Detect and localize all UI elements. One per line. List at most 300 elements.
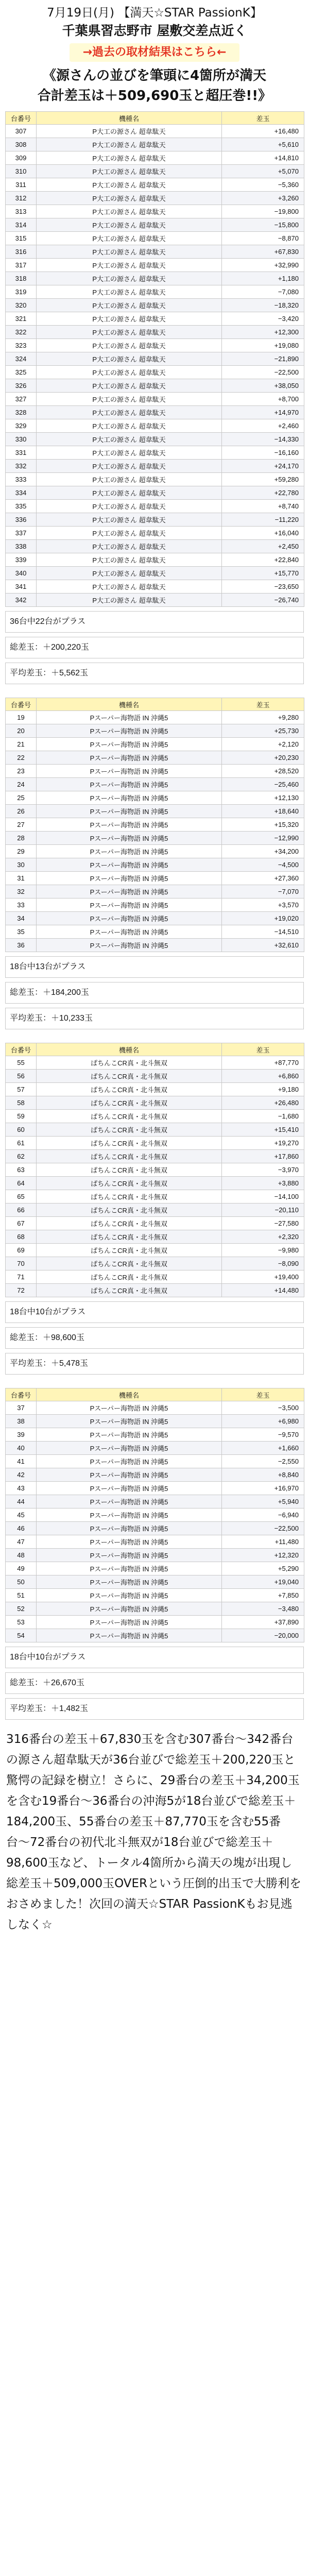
table-row	[6, 1177, 304, 1190]
machine-number: 72	[6, 1284, 37, 1297]
table-row	[6, 899, 304, 912]
machine-name: P大工の源さん 超韋駄天	[37, 580, 222, 594]
ball-difference: +24,170	[222, 460, 304, 473]
ball-difference: +16,970	[222, 1482, 304, 1495]
machine-number: 337	[6, 527, 37, 540]
machine-name: P大工の源さん 超韋駄天	[37, 393, 222, 406]
headline: 《源さんの並びを筆頭に4箇所が満天 合計差玉は＋509,690玉と超圧巻!!》	[37, 68, 272, 104]
plus-count: 18台中10台がプラス	[5, 1647, 304, 1668]
machine-number: 48	[6, 1549, 37, 1562]
ball-difference: +16,040	[222, 527, 304, 540]
machine-name: Pスーパー海物語 IN 沖縄5	[37, 791, 222, 805]
machine-name: P大工の源さん 超韋駄天	[37, 500, 222, 513]
machine-number: 33	[6, 899, 37, 912]
machine-name: Pスーパー海物語 IN 沖縄5	[37, 1616, 222, 1629]
average-difference: 平均差玉：＋1,482玉	[5, 1698, 304, 1720]
machine-name: P大工の源さん 超韋駄天	[37, 540, 222, 553]
machine-number: 47	[6, 1535, 37, 1549]
machine-number: 20	[6, 724, 37, 738]
table-row	[6, 1629, 304, 1642]
machine-number: 325	[6, 366, 37, 379]
table-row	[6, 1562, 304, 1575]
ball-difference: −11,220	[222, 513, 304, 527]
past-results-link[interactable]: →過去の取材結果はこちら←	[70, 43, 240, 62]
column-header-diff: 差玉	[222, 112, 304, 125]
machine-number: 327	[6, 393, 37, 406]
ball-difference: −22,500	[222, 1522, 304, 1535]
ball-difference: +25,730	[222, 724, 304, 738]
machine-number: 29	[6, 845, 37, 858]
ball-difference: +2,320	[222, 1230, 304, 1244]
machine-name: P大工の源さん 超韋駄天	[37, 419, 222, 433]
machine-number: 333	[6, 473, 37, 486]
ball-difference: −3,480	[222, 1602, 304, 1616]
machine-name: Pスーパー海物語 IN 沖縄5	[37, 1522, 222, 1535]
table-row	[6, 218, 304, 232]
machine-number: 311	[6, 178, 37, 192]
table-row	[6, 285, 304, 299]
machine-name: Pスーパー海物語 IN 沖縄5	[37, 1562, 222, 1575]
ball-difference: −16,160	[222, 446, 304, 460]
average-difference: 平均差玉：＋5,478玉	[5, 1353, 304, 1375]
machine-name: P大工の源さん 超韋駄天	[37, 218, 222, 232]
ball-difference: −1,680	[222, 1110, 304, 1123]
table-row	[6, 791, 304, 805]
ball-difference: +6,860	[222, 1070, 304, 1083]
ball-difference: +3,260	[222, 192, 304, 205]
machine-number: 338	[6, 540, 37, 553]
table-row	[6, 352, 304, 366]
table-header-row	[6, 698, 304, 711]
ball-difference: −8,090	[222, 1257, 304, 1270]
ball-difference: +3,880	[222, 1177, 304, 1190]
table-row	[6, 885, 304, 899]
machine-number: 30	[6, 858, 37, 872]
ball-difference: −23,650	[222, 580, 304, 594]
machine-number: 314	[6, 218, 37, 232]
ball-difference: +19,080	[222, 339, 304, 352]
table-row	[6, 1096, 304, 1110]
ball-difference: −14,330	[222, 433, 304, 446]
machine-number: 331	[6, 446, 37, 460]
table-row	[6, 272, 304, 285]
table-row	[6, 1244, 304, 1257]
machine-name: P大工の源さん 超韋駄天	[37, 473, 222, 486]
ball-difference: +18,640	[222, 805, 304, 818]
column-header-diff: 差玉	[222, 1388, 304, 1401]
machine-name: ぱちんこCR真・北斗無双	[37, 1056, 222, 1070]
ball-difference: −7,080	[222, 285, 304, 299]
machine-number: 319	[6, 285, 37, 299]
ball-difference: −27,580	[222, 1217, 304, 1230]
table-row	[6, 553, 304, 567]
machine-name: Pスーパー海物語 IN 沖縄5	[37, 925, 222, 939]
ball-difference: +19,020	[222, 912, 304, 925]
machine-number: 316	[6, 245, 37, 259]
ball-difference: +17,860	[222, 1150, 304, 1163]
ball-difference: +5,070	[222, 165, 304, 178]
machine-name: Pスーパー海物語 IN 沖縄5	[37, 899, 222, 912]
machine-number: 58	[6, 1096, 37, 1110]
table-row	[6, 1070, 304, 1083]
machine-number: 307	[6, 125, 37, 138]
machine-name: Pスーパー海物語 IN 沖縄5	[37, 885, 222, 899]
past-results-link-wrap	[5, 43, 304, 62]
machine-number: 330	[6, 433, 37, 446]
table-header-row	[6, 112, 304, 125]
ball-difference: −18,320	[222, 299, 304, 312]
machine-name: ぱちんこCR真・北斗無双	[37, 1150, 222, 1163]
machine-name: ぱちんこCR真・北斗無双	[37, 1230, 222, 1244]
table-row	[6, 1110, 304, 1123]
table-row	[6, 339, 304, 352]
table-row	[6, 312, 304, 326]
ball-difference: −26,740	[222, 594, 304, 607]
machine-number: 320	[6, 299, 37, 312]
table-row	[6, 594, 304, 607]
ball-difference: +19,400	[222, 1270, 304, 1284]
table-row	[6, 1575, 304, 1589]
machine-number: 59	[6, 1110, 37, 1123]
ball-difference: +22,840	[222, 553, 304, 567]
machine-name: P大工の源さん 超韋駄天	[37, 379, 222, 393]
machine-number: 332	[6, 460, 37, 473]
machine-number: 69	[6, 1244, 37, 1257]
machine-name: Pスーパー海物語 IN 沖縄5	[37, 832, 222, 845]
table-row	[6, 1150, 304, 1163]
table-row	[6, 151, 304, 165]
table-row	[6, 1163, 304, 1177]
ball-difference: −3,420	[222, 312, 304, 326]
machine-number: 336	[6, 513, 37, 527]
ball-difference: −22,500	[222, 366, 304, 379]
table-row	[6, 500, 304, 513]
machine-name: Pスーパー海物語 IN 沖縄5	[37, 1535, 222, 1549]
column-header-machine: 機種名	[37, 1043, 222, 1056]
table-row	[6, 1204, 304, 1217]
machine-name: P大工の源さん 超韋駄天	[37, 299, 222, 312]
table-row	[6, 125, 304, 138]
machine-name: ぱちんこCR真・北斗無双	[37, 1163, 222, 1177]
machine-number: 334	[6, 486, 37, 500]
table-row	[6, 1428, 304, 1442]
machine-name: Pスーパー海物語 IN 沖縄5	[37, 912, 222, 925]
table-row	[6, 1495, 304, 1509]
machine-number: 37	[6, 1401, 37, 1415]
machine-number: 309	[6, 151, 37, 165]
table-row	[6, 1217, 304, 1230]
table-row	[6, 540, 304, 553]
ball-difference: +15,320	[222, 818, 304, 832]
machine-name: P大工の源さん 超韋駄天	[37, 433, 222, 446]
machine-number: 28	[6, 832, 37, 845]
table-row	[6, 1442, 304, 1455]
table-row	[6, 433, 304, 446]
ball-difference: +12,320	[222, 1549, 304, 1562]
machine-name: ぱちんこCR真・北斗無双	[37, 1110, 222, 1123]
table-row	[6, 473, 304, 486]
machine-name: Pスーパー海物語 IN 沖縄5	[37, 751, 222, 765]
table-row	[6, 1083, 304, 1096]
machine-number: 35	[6, 925, 37, 939]
machine-name: P大工の源さん 超韋駄天	[37, 513, 222, 527]
machine-number: 342	[6, 594, 37, 607]
ball-difference: +1,180	[222, 272, 304, 285]
machine-number: 317	[6, 259, 37, 272]
machine-name: P大工の源さん 超韋駄天	[37, 151, 222, 165]
ball-difference: +22,780	[222, 486, 304, 500]
machine-number: 26	[6, 805, 37, 818]
machine-number: 321	[6, 312, 37, 326]
machine-name: P大工の源さん 超韋駄天	[37, 178, 222, 192]
machine-name: Pスーパー海物語 IN 沖縄5	[37, 1589, 222, 1602]
machine-number: 36	[6, 939, 37, 952]
machine-name: ぱちんこCR真・北斗無双	[37, 1244, 222, 1257]
table-row	[6, 1549, 304, 1562]
machine-number: 46	[6, 1522, 37, 1535]
machine-name: ぱちんこCR真・北斗無双	[37, 1083, 222, 1096]
table-row	[6, 711, 304, 724]
machine-number: 339	[6, 553, 37, 567]
machine-number: 31	[6, 872, 37, 885]
table-row	[6, 259, 304, 272]
machine-name: P大工の源さん 超韋駄天	[37, 553, 222, 567]
machine-name: ぱちんこCR真・北斗無双	[37, 1123, 222, 1137]
machine-name: ぱちんこCR真・北斗無双	[37, 1217, 222, 1230]
table-row	[6, 751, 304, 765]
table-row	[6, 1401, 304, 1415]
machine-number: 329	[6, 419, 37, 433]
machine-number: 66	[6, 1204, 37, 1217]
ball-difference: −5,360	[222, 178, 304, 192]
machine-number: 55	[6, 1056, 37, 1070]
table-row	[6, 1522, 304, 1535]
machine-number: 45	[6, 1509, 37, 1522]
machine-number: 324	[6, 352, 37, 366]
ball-difference: +8,840	[222, 1468, 304, 1482]
ball-difference: +28,520	[222, 765, 304, 778]
machine-name: P大工の源さん 超韋駄天	[37, 460, 222, 473]
ball-difference: +5,940	[222, 1495, 304, 1509]
ball-difference: +32,610	[222, 939, 304, 952]
ball-difference: +14,970	[222, 406, 304, 419]
results-table	[5, 111, 304, 607]
table-row	[6, 567, 304, 580]
machine-name: ぱちんこCR真・北斗無双	[37, 1270, 222, 1284]
machine-name: Pスーパー海物語 IN 沖縄5	[37, 1455, 222, 1468]
machine-name: P大工の源さん 超韋駄天	[37, 312, 222, 326]
machine-number: 60	[6, 1123, 37, 1137]
machine-number: 24	[6, 778, 37, 791]
table-row	[6, 1137, 304, 1150]
ball-difference: +9,280	[222, 711, 304, 724]
machine-name: Pスーパー海物語 IN 沖縄5	[37, 1415, 222, 1428]
ball-difference: −15,800	[222, 218, 304, 232]
machine-number: 42	[6, 1468, 37, 1482]
machine-number: 40	[6, 1442, 37, 1455]
table-row	[6, 1270, 304, 1284]
machine-number: 32	[6, 885, 37, 899]
machine-number: 341	[6, 580, 37, 594]
report-date: 7月19日(月) 【満天☆STAR PassionK】	[47, 6, 262, 20]
machine-name: Pスーパー海物語 IN 沖縄5	[37, 778, 222, 791]
machine-name: Pスーパー海物語 IN 沖縄5	[37, 1482, 222, 1495]
machine-name: Pスーパー海物語 IN 沖縄5	[37, 818, 222, 832]
machine-number: 51	[6, 1589, 37, 1602]
table-row	[6, 1535, 304, 1549]
column-header-num: 台番号	[6, 1388, 37, 1401]
machine-number: 43	[6, 1482, 37, 1495]
machine-number: 62	[6, 1150, 37, 1163]
table-row	[6, 326, 304, 339]
table-row	[6, 925, 304, 939]
ball-difference: −9,570	[222, 1428, 304, 1442]
machine-name: ぱちんこCR真・北斗無双	[37, 1284, 222, 1297]
ball-difference: +7,850	[222, 1589, 304, 1602]
table-row	[6, 1056, 304, 1070]
machine-name: P大工の源さん 超韋駄天	[37, 259, 222, 272]
table-row	[6, 818, 304, 832]
machine-name: Pスーパー海物語 IN 沖縄5	[37, 805, 222, 818]
table-row	[6, 939, 304, 952]
results-table	[5, 1043, 304, 1297]
table-row	[6, 805, 304, 818]
machine-number: 335	[6, 500, 37, 513]
table-row	[6, 366, 304, 379]
machine-name: P大工の源さん 超韋駄天	[37, 339, 222, 352]
ball-difference: +2,450	[222, 540, 304, 553]
machine-name: P大工の源さん 超韋駄天	[37, 567, 222, 580]
table-row	[6, 205, 304, 218]
average-difference: 平均差玉：＋5,562玉	[5, 663, 304, 684]
column-header-num: 台番号	[6, 112, 37, 125]
machine-name: Pスーパー海物語 IN 沖縄5	[37, 711, 222, 724]
table-row	[6, 778, 304, 791]
machine-number: 49	[6, 1562, 37, 1575]
ball-difference: +11,480	[222, 1535, 304, 1549]
total-difference: 総差玉：＋98,600玉	[5, 1327, 304, 1349]
machine-name: Pスーパー海物語 IN 沖縄5	[37, 1495, 222, 1509]
machine-name: Pスーパー海物語 IN 沖縄5	[37, 765, 222, 778]
machine-number: 310	[6, 165, 37, 178]
ball-difference: +19,270	[222, 1137, 304, 1150]
ball-difference: −8,870	[222, 232, 304, 245]
table-row	[6, 845, 304, 858]
ball-difference: +14,810	[222, 151, 304, 165]
machine-number: 57	[6, 1083, 37, 1096]
ball-difference: +2,120	[222, 738, 304, 751]
machine-name: P大工の源さん 超韋駄天	[37, 232, 222, 245]
ball-difference: +5,290	[222, 1562, 304, 1575]
plus-count: 18台中13台がプラス	[5, 956, 304, 978]
column-header-diff: 差玉	[222, 698, 304, 711]
ball-difference: +59,280	[222, 473, 304, 486]
machine-number: 65	[6, 1190, 37, 1204]
column-header-machine: 機種名	[37, 112, 222, 125]
table-row	[6, 486, 304, 500]
table-row	[6, 232, 304, 245]
machine-number: 68	[6, 1230, 37, 1244]
table-row	[6, 1257, 304, 1270]
machine-name: P大工の源さん 超韋駄天	[37, 138, 222, 151]
machine-name: P大工の源さん 超韋駄天	[37, 192, 222, 205]
machine-number: 61	[6, 1137, 37, 1150]
table-row	[6, 446, 304, 460]
machine-name: P大工の源さん 超韋駄天	[37, 285, 222, 299]
machine-number: 315	[6, 232, 37, 245]
ball-difference: +8,740	[222, 500, 304, 513]
ball-difference: +34,200	[222, 845, 304, 858]
table-row	[6, 1616, 304, 1629]
table-header-row	[6, 1388, 304, 1401]
machine-number: 21	[6, 738, 37, 751]
ball-difference: −25,460	[222, 778, 304, 791]
ball-difference: −6,940	[222, 1509, 304, 1522]
table-row	[6, 1455, 304, 1468]
machine-number: 70	[6, 1257, 37, 1270]
ball-difference: +3,570	[222, 899, 304, 912]
table-row	[6, 1589, 304, 1602]
ball-difference: +14,480	[222, 1284, 304, 1297]
total-difference: 総差玉：＋26,670玉	[5, 1672, 304, 1694]
machine-name: P大工の源さん 超韋駄天	[37, 366, 222, 379]
table-row	[6, 1482, 304, 1495]
table-row	[6, 513, 304, 527]
machine-name: Pスーパー海物語 IN 沖縄5	[37, 1549, 222, 1562]
machine-name: Pスーパー海物語 IN 沖縄5	[37, 1401, 222, 1415]
machine-name: P大工の源さん 超韋駄天	[37, 165, 222, 178]
table-row	[6, 580, 304, 594]
table-row	[6, 165, 304, 178]
ball-difference: +32,990	[222, 259, 304, 272]
ball-difference: −20,000	[222, 1629, 304, 1642]
machine-name: ぱちんこCR真・北斗無双	[37, 1137, 222, 1150]
results-table	[5, 698, 304, 952]
ball-difference: −3,500	[222, 1401, 304, 1415]
average-difference: 平均差玉：＋10,233玉	[5, 1008, 304, 1029]
ball-difference: +38,050	[222, 379, 304, 393]
machine-name: P大工の源さん 超韋駄天	[37, 125, 222, 138]
machine-name: Pスーパー海物語 IN 沖縄5	[37, 1629, 222, 1642]
total-difference: 総差玉：＋184,200玉	[5, 982, 304, 1004]
machine-number: 323	[6, 339, 37, 352]
machine-name: P大工の源さん 超韋駄天	[37, 272, 222, 285]
machine-name: P大工の源さん 超韋駄天	[37, 326, 222, 339]
table-row	[6, 912, 304, 925]
machine-name: ぱちんこCR真・北斗無双	[37, 1190, 222, 1204]
column-header-machine: 機種名	[37, 1388, 222, 1401]
ball-difference: −12,990	[222, 832, 304, 845]
ball-difference: +26,480	[222, 1096, 304, 1110]
table-row	[6, 1602, 304, 1616]
table-row	[6, 832, 304, 845]
table-row	[6, 379, 304, 393]
table-row	[6, 738, 304, 751]
table-row	[6, 724, 304, 738]
table-row	[6, 1123, 304, 1137]
table-row	[6, 1190, 304, 1204]
machine-name: P大工の源さん 超韋駄天	[37, 406, 222, 419]
machine-name: Pスーパー海物語 IN 沖縄5	[37, 872, 222, 885]
machine-name: Pスーパー海物語 IN 沖縄5	[37, 1575, 222, 1589]
ball-difference: +12,130	[222, 791, 304, 805]
results-sections	[5, 111, 304, 1720]
machine-name: P大工の源さん 超韋駄天	[37, 245, 222, 259]
machine-number: 326	[6, 379, 37, 393]
total-difference: 総差玉：＋200,220玉	[5, 637, 304, 658]
ball-difference: −7,070	[222, 885, 304, 899]
ball-difference: −9,980	[222, 1244, 304, 1257]
